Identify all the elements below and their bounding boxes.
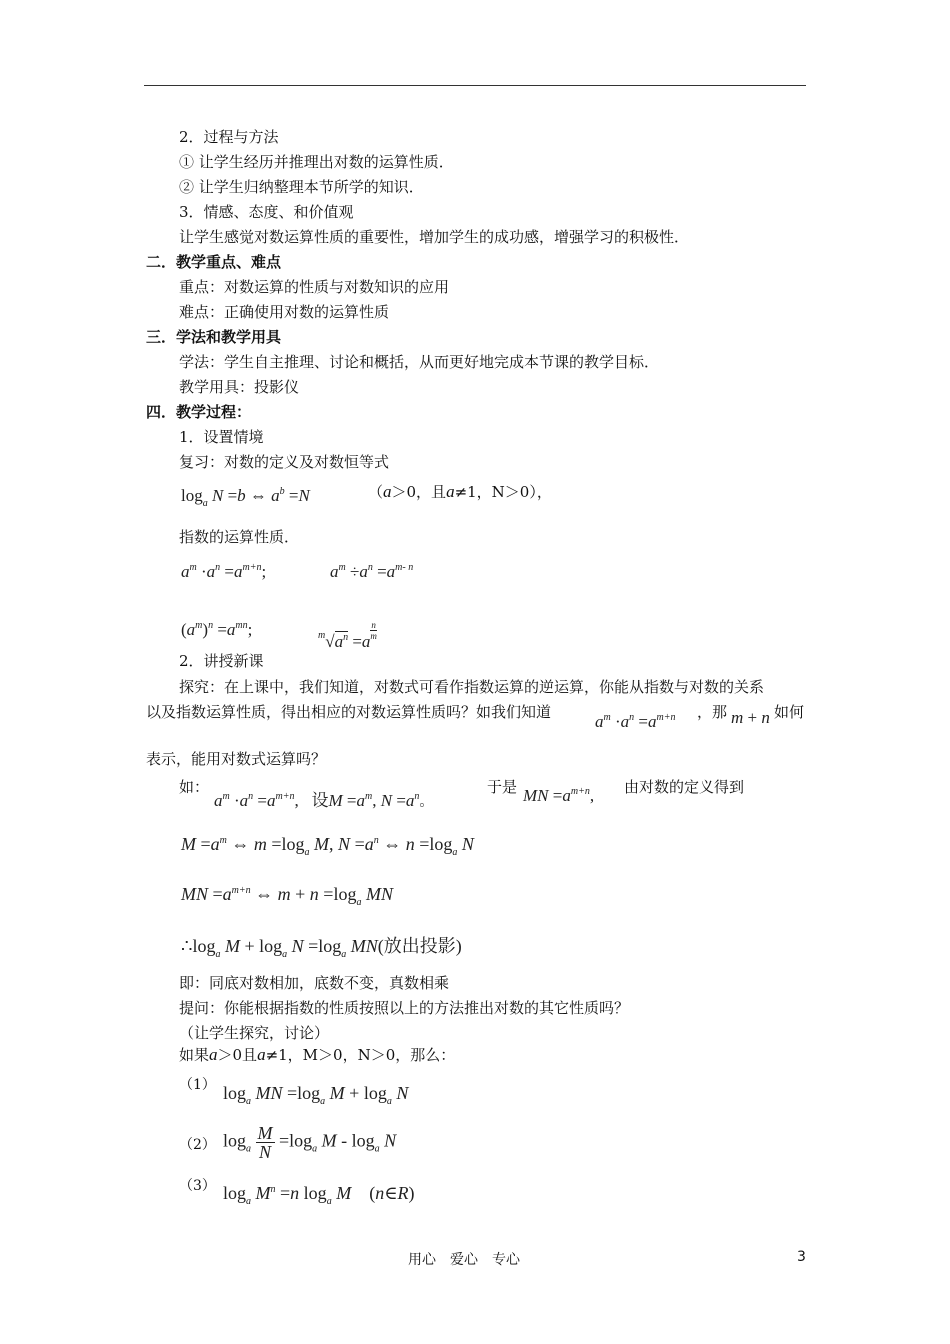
explore-connector: ，那	[697, 703, 728, 721]
formula-exp-root: $^m√a^n =a$ $\frac{n}{m}$	[318, 620, 377, 651]
heading-key-points: 二．教学重点、难点	[146, 253, 282, 271]
explore-paragraph-line1: 探究：在上课中，我们知道，对数式可看作指数运算的逆运算，你能从指数与对数的关系	[179, 678, 765, 696]
formula-log-sum: $\therefore\log_a$ $M + \log_a N =\log_a$ MN(放出投影)	[181, 936, 462, 960]
teaching-tools: 教学用具：投影仪	[179, 378, 300, 396]
subsection-process-method: 2．过程与方法	[179, 128, 279, 146]
formula-exp-quotient: $a^m \div a^n =a^{m- n}$	[330, 562, 414, 581]
explore-paragraph-line3: 表示，能用对数式运算吗？	[146, 750, 327, 768]
formula-property-3: $\log_a M^n =n$ $\log_a M$ (n∈R)	[223, 1183, 415, 1207]
property-2-label: （2）	[179, 1137, 216, 1153]
question-line: 提问：你能根据指数的性质按照以上的方法推出对数的其它性质吗？	[179, 999, 630, 1017]
exponent-properties-title: 指数的运算性质．	[179, 528, 300, 546]
condition-line: （a＞0，且a≠1，N＞0），	[368, 482, 552, 501]
step-2-title: 2．讲授新课	[179, 652, 264, 670]
therefore-label: 于是	[487, 778, 518, 796]
heading-method-tools: 三．学法和教学用具	[146, 328, 282, 346]
formula-mn: MN $=a^{m+n}$,	[523, 786, 595, 805]
formula-property-1: $\log_a$ MN $=\log_a$ $M + \log_a N$	[223, 1083, 409, 1107]
heading-teaching-process: 四．教学过程：	[146, 403, 252, 421]
formula-inline-product: $a^m \cdot a^n =a^{m+n}$	[595, 712, 676, 731]
formula-m-n-logs: $M =a^m$ ⇔ $m =\log_a$ M, $N =a^n$ ⇔ $n =\log_a$ N	[181, 834, 474, 858]
bullet-1: ① 让学生经历并推理出对数的运算性质．	[179, 153, 454, 171]
property-1-label: （1）	[179, 1077, 216, 1093]
conditions-line: 如果a＞0且a≠1，M＞0，N＞0，那么：	[179, 1045, 456, 1064]
explore-paragraph-line2: 以及指数运算性质，得出相应的对数运算性质吗？如我们知道	[146, 703, 552, 721]
step-1-title: 1．设置情境	[179, 428, 264, 446]
difficult-point: 难点：正确使用对数的运算性质	[179, 303, 390, 321]
bullet-2: ② 让学生归纳整理本节所学的知识．	[179, 178, 424, 196]
key-point: 重点：对数运算的性质与对数知识的应用	[179, 278, 450, 296]
discussion-line: （让学生探究，讨论）	[179, 1024, 330, 1042]
formula-example-set: $a^m \cdot a^n =a^{m+n}$, 设$M =a^m$, $N =a^n$。	[214, 791, 434, 810]
formula-m-plus-n: m + n	[731, 708, 770, 727]
formula-mn-log: MN $=a^{m+n}$ ⇔ $m + n =\log_a$ MN	[181, 884, 393, 908]
footer-motto: 用心 爱心 专心	[408, 1252, 520, 1268]
formula-exp-power: $(a^m)^n =a^{mn}$;	[181, 620, 253, 639]
explore-how: 如何	[774, 703, 805, 721]
paragraph-feeling: 让学生感觉对数运算性质的重要性，增加学生的成功感，增强学习的积极性．	[179, 228, 690, 246]
header-rule	[144, 85, 806, 86]
formula-exp-product: $a^m \cdot a^n =a^{m+n}$;	[181, 562, 267, 581]
property-3-label: （3）	[179, 1178, 216, 1194]
projection-note: (放出投影)	[377, 936, 462, 956]
formula-property-2: $\log_a$ $\frac{M}{N}$ $=\log_a$ M - $\log_a N$	[223, 1123, 397, 1162]
review-line: 复习：对数的定义及对数恒等式	[179, 453, 390, 471]
example-label: 如：	[179, 778, 210, 796]
subsection-emotion: 3．情感、态度、和价值观	[179, 203, 354, 221]
learning-method: 学法：学生自主推理、讨论和概括，从而更好地完成本节课的教学目标．	[179, 353, 660, 371]
page-number: 3	[797, 1249, 806, 1265]
formula-log-definition: $\log_a N =b$ ⇔ $a^b =N$	[181, 486, 310, 509]
summary-line: 即：同底对数相加，底数不变，真数相乘	[179, 974, 450, 992]
by-definition-label: 由对数的定义得到	[624, 778, 745, 796]
